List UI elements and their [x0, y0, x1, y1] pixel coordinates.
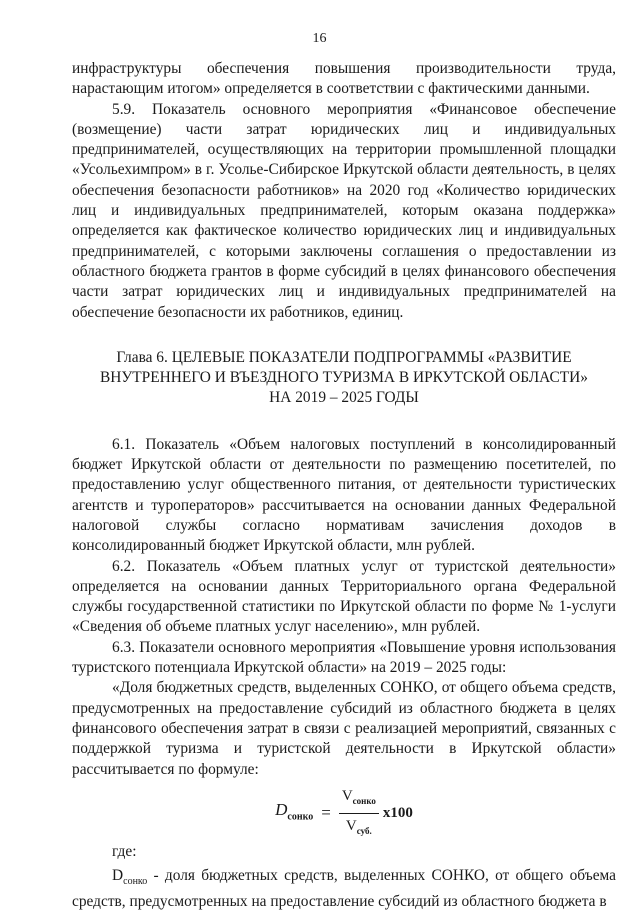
- fraction-bar: [339, 813, 379, 814]
- paragraph-dolya-sonko: «Доля бюджетных средств, выделенных СОНКО, от общего объема средств, предусмотренных на предоставление субсидий из областного бюджета в целях финансового обеспечения затрат в связи с реализацией мероприятий, связанных с поддержкой туризма и туристской деятельности в Иркутской области» рассчитывается по формуле:: [72, 679, 616, 778]
- paragraph-5-9: 5.9. Показатель основного мероприятия «Финансовое обеспечение (возмещение) части затрат юридических лиц и индивидуальных предпринимателей, осуществляющих на территории промышленной площадки «Усольехимпром» в г. Усолье-Сибирское Иркутской области деятельность, в целях обеспечения безопасности работников» на 2020 год «Количество юридических лиц и индивидуальных предпринимателей, которым оказана поддержка» определяется как фактическое количество юридических лиц и индивидуальных предпринимателей, с которыми заключены соглашения о предоставлении из областного бюджета грантов в форме субсидий в целях финансового обеспечения части затрат юридических лиц и индивидуальных предпринимателей на обеспечение безопасности их работников, единиц.: [72, 100, 616, 321]
- definition-symbol: D: [112, 867, 124, 885]
- paragraph-6-2: 6.2. Показатель «Объем платных услуг от туристской деятельности» определяется на основании данных Территориального органа Федеральной службы государственной статистики по Иркутской области по форме № 1-услуги «Сведения об объеме платных услуг населению», млн рублей.: [72, 557, 616, 636]
- paragraph-continuation: инфраструктуры обеспечения повышения производительности труда, нарастающим итогом» определяется в соответствии с фактическими данными.: [72, 60, 616, 98]
- formula-equals: =: [321, 803, 331, 823]
- formula-lhs: $D_{сонко}$: [275, 799, 314, 823]
- formula-block: [72, 786, 616, 837]
- chapter-heading: [72, 348, 616, 409]
- formula-denominator: $V_{суб.}$: [345, 818, 372, 837]
- page-body: [72, 59, 616, 913]
- where-label: где:: [112, 842, 137, 860]
- definition-symbol-sub: сонко: [123, 876, 148, 888]
- paragraph-6-1: 6.1. Показатель «Объем налоговых поступлений в консолидированный бюджет Иркутской области от деятельности по размещению посетителей, по предоставлению услуг общественного питания, от деятельности туристических агентств и туроператоров» рассчитывается на основании данных Федеральной налоговой службы согласно нормативам зачисления доходов в консолидированный бюджет Иркутской области, млн рублей.: [72, 435, 616, 555]
- formula-fraction: [339, 786, 379, 842]
- heading-line-3: НА 2019 – 2025 ГОДЫ: [269, 389, 419, 407]
- page-number: 16: [312, 31, 327, 46]
- formula-numerator: $V_{сонко}$: [341, 787, 376, 806]
- heading-line-2: ВНУТРЕННЕГО И ВЪЕЗДНОГО ТУРИЗМА В ИРКУТСКОЙ ОБЛАСТИ»: [99, 369, 588, 387]
- paragraph-6-3: 6.3. Показатели основного мероприятия «Повышение уровня использования туристского потенциала Иркутской области» на 2019 – 2025 годы:: [72, 638, 616, 677]
- definition-text: - доля бюджетных средств, выделенных СОНКО, от общего объема средств, предусмотренных на предоставление субсидий из областного бюджета в: [72, 867, 616, 911]
- heading-line-1: Глава 6. ЦЕЛЕВЫЕ ПОКАЗАТЕЛИ ПОДПРОГРАММЫ «РАЗВИТИЕ: [116, 348, 572, 366]
- formula-multiplier: x100: [382, 805, 413, 822]
- formula: [275, 786, 413, 842]
- definition-dsonko: [72, 866, 616, 913]
